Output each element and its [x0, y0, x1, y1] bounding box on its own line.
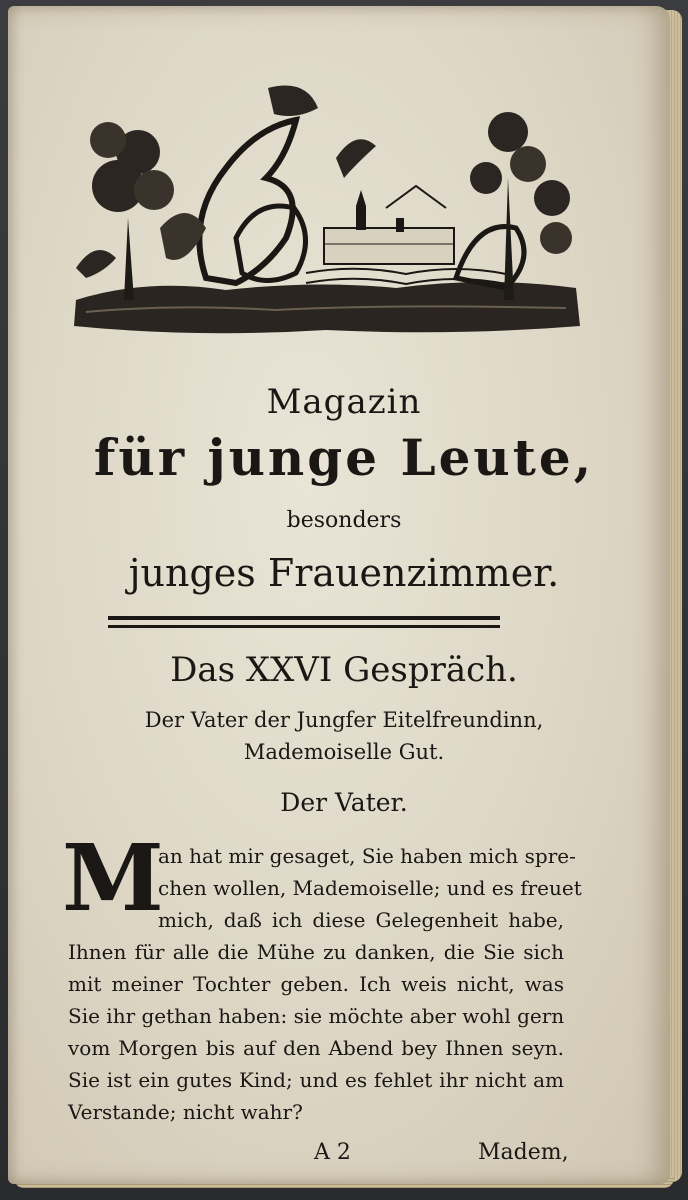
body-line: Sie ist ein gutes Kind; und es fehlet ihr nicht am — [68, 1068, 564, 1092]
body-line: vom Morgen bis auf den Abend bey Ihnen seyn. — [68, 1036, 564, 1060]
drop-cap: M — [62, 824, 164, 932]
title-line-subtitle: junges Frauenzimmer. — [128, 551, 560, 595]
title-line-magazin: Magazin — [266, 382, 422, 422]
title-rule-bottom — [108, 625, 500, 628]
dramatis-personae-line-2: Mademoiselle Gut. — [243, 740, 445, 764]
body-line: Sie ihr gethan haben: sie möchte aber wohl gern — [68, 1004, 565, 1028]
woodcut-vignette — [56, 68, 590, 340]
body-line: Verstande; nicht wahr? — [68, 1100, 303, 1124]
speaker-heading: Der Vater. — [280, 788, 408, 817]
dramatis-personae-line-1: Der Vater der Jungfer Eitelfreundinn, — [144, 708, 544, 732]
body-line: mit meiner Tochter geben. Ich weis nicht, was — [68, 972, 564, 996]
title-line-main: für junge Leute, — [93, 428, 595, 487]
body-line: chen wollen, Mademoiselle; und es freuet — [158, 876, 582, 900]
signature-mark: A 2 — [314, 1140, 351, 1165]
body-line: an hat mir gesaget, Sie haben mich spre- — [158, 844, 576, 868]
title-line-besonders: besonders — [286, 508, 402, 533]
body-line: mich, daß ich diese Gelegenheit habe, — [158, 908, 564, 932]
chapter-heading: Das XXVI Gespräch. — [170, 650, 518, 690]
body-line: Ihnen für alle die Mühe zu danken, die Sie sich — [68, 940, 564, 964]
title-rule-top — [108, 616, 500, 620]
catchword: Madem, — [478, 1140, 569, 1165]
